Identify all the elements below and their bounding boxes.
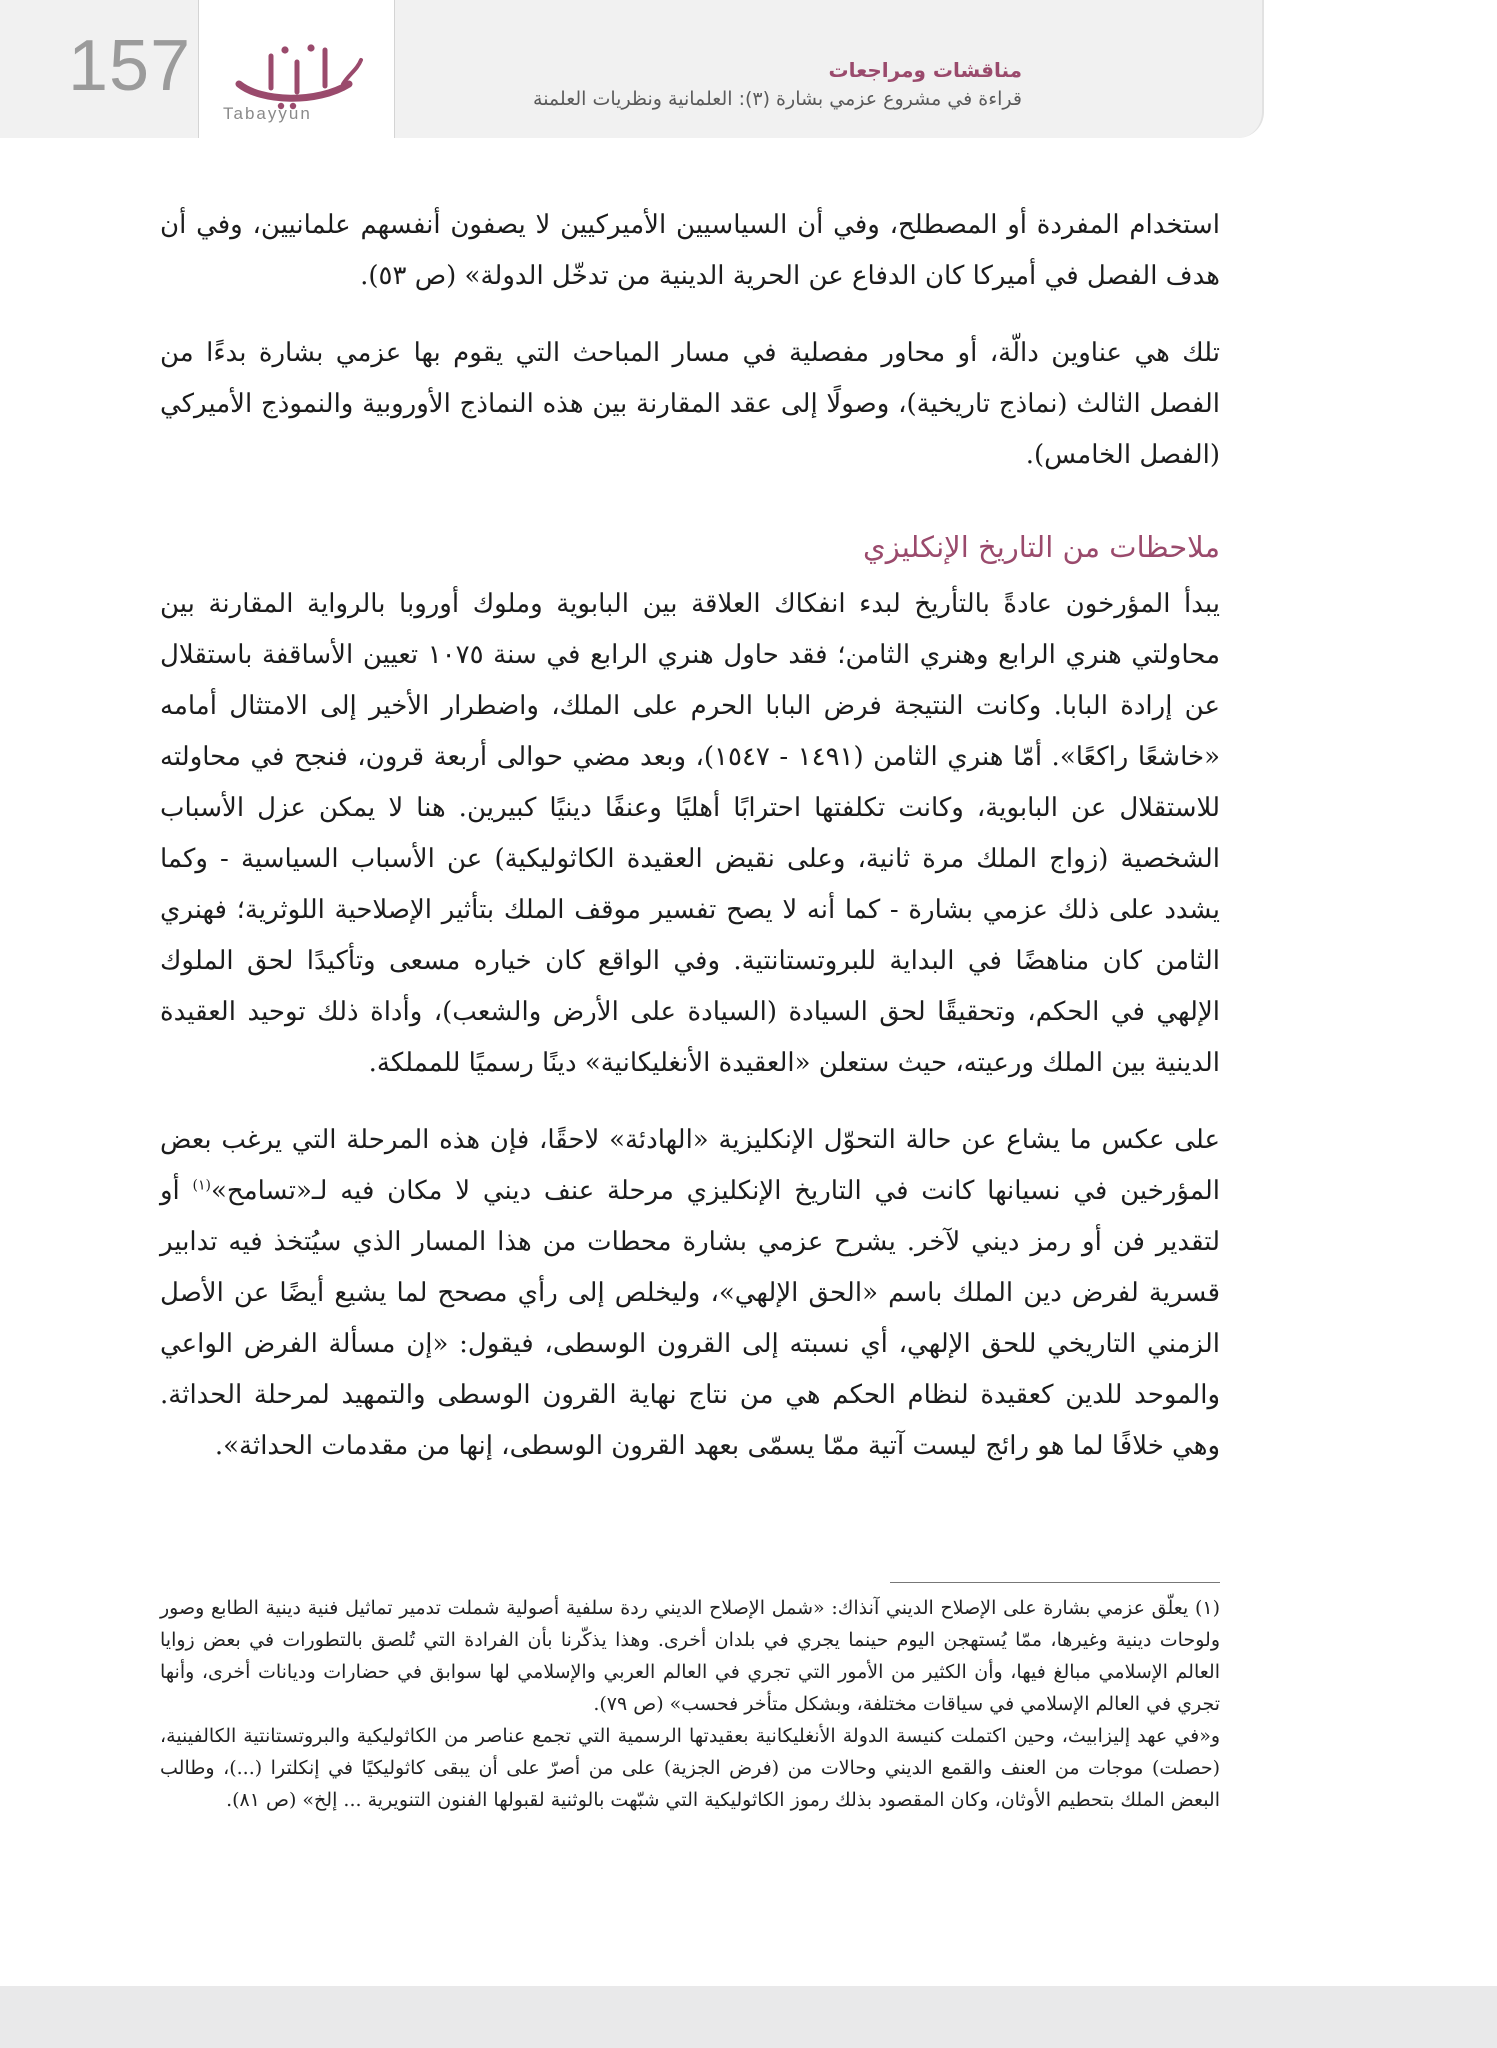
paragraph-3: يبدأ المؤرخون عادةً بالتأريخ لبدء انفكاك العلاقة بين البابوية وملوك أوروبا بالرواية المقارنة بين محاولتي هنري الرابع وهنري الثامن؛ فقد حاول هنري الرابع في سنة ١٠٧٥ تعيين الأساقفة باستقلال عن إرادة البابا. وكانت النتيجة فرض البابا الحرم على الملك، واضطرار الأخير إلى الامتثال أمامه «خاشعًا راكعًا». أمّا هنري الثامن (١٤٩١ - ١٥٤٧)، وبعد مضي حوالى أربعة قرون، فنجح في محاولته للاستقلال عن البابوية، وكانت تكلفتها احترابًا أهليًا وعنفًا دينيًا كبيرين. هنا لا يمكن عزل الأسباب الشخصية (زواج الملك مرة ثانية، وعلى نقيض العقيدة الكاثوليكية) عن الأسباب السياسية - وكما يشدد على ذلك عزمي بشارة - كما أنه لا يصح تفسير موقف الملك بتأثير الإصلاحية اللوثرية؛ فهنري الثامن كان مناهضًا في البداية للبروتستانتية. وفي الواقع كان خياره مسعى وتأكيدًا لحق الملوك الإلهي في الحكم، وتحقيقًا لحق السيادة (السيادة على الأرض والشعب)، وأداة ذلك توحيد العقيدة الدينية بين الملك ورعيته، حيث ستعلن «العقيدة الأنغليكانية» دينًا رسميًا للمملكة. — [160, 589, 1220, 1078]
tabayyun-logo-mark-icon — [221, 40, 371, 110]
footnote-1-continued: و«في عهد إليزابيث، وحين اكتملت كنيسة الدولة الأنغليكانية بعقيدتها الرسمية التي تجمع عناصر من الكاثوليكية والبروتستانتية الكالفينية، (حصلت) موجات من العنف والقمع الديني وحالات من (فرض الجزية) على من أصرّ على أن يبقى كاثوليكيًا في إنكلترا (...)، وطالب البعض الملك بتحطيم الأوثان، وكان المقصود بذلك رموز الكاثوليكية التي شبّهت بالوثنية لقبولها الفنون التنويرية ... إلخ» (ص ٨١). — [160, 1725, 1220, 1811]
running-title: قراءة في مشروع عزمي بشارة (٣): العلمانية ونظريات العلمنة — [533, 88, 1022, 110]
section-label: مناقشات ومراجعات — [828, 58, 1022, 82]
section-heading: ملاحظات من التاريخ الإنكليزي — [863, 530, 1220, 564]
paragraph-4-text-b: أو لتقدير فن أو رمز ديني لآخر. يشرح عزمي بشارة محطات من هذا المسار الذي سيُتخذ فيه تدابير قسرية لفرض دين الملك باسم «الحق الإلهي»، وليخلص إلى رأي مصحح لما يشيع أيضًا عن الأصل الزمني التاريخي للحق الإلهي، أي نسبته إلى القرون الوسطى، فيقول: «إن مسألة الفرض الواعي والموحد للدين كعقيدة لنظام الحكم هي من نتاج نهاية القرون الوسطى والتمهيد لمرحلة الحداثة. وهي خلافًا لما هو رائج ليست آتية ممّا يسمّى بعهد القرون الوسطى، إنها من مقدمات الحداثة». — [160, 1176, 1220, 1461]
paragraph-1: استخدام المفردة أو المصطلح، وفي أن السياسيين الأميركيين لا يصفون أنفسهم علمانيين، وفي أن هدف الفصل في أميركا كان الدفاع عن الحرية الدينية من تدخّل الدولة» (ص ٥٣). — [160, 210, 1220, 291]
logo-latin-text: Tabayyun — [223, 104, 312, 123]
journal-logo — [198, 0, 395, 138]
paragraph-2: تلك هي عناوين دالّة، أو محاور مفصلية في مسار المباحث التي يقوم بها عزمي بشارة بدءًا من الفصل الثالث (نماذج تاريخية)، وصولًا إلى عقد المقارنة بين هذه النماذج الأوروبية والنموذج الأميركي (الفصل الخامس). — [160, 338, 1220, 470]
article-body — [160, 200, 1220, 1498]
footnote-divider — [890, 1582, 1220, 1583]
page-header — [0, 0, 1264, 138]
paragraph-4-text-a: على عكس ما يشاع عن حالة التحوّل الإنكليزية «الهادئة» لاحقًا، فإن هذه المرحلة التي يرغب بعض المؤرخين في نسيانها كانت في التاريخ الإنكليزي مرحلة عنف ديني لا مكان فيه لـ«تسامح» — [160, 1125, 1220, 1206]
footnote-1: (١) يعلّق عزمي بشارة على الإصلاح الديني آنذاك: «شمل الإصلاح الديني ردة سلفية أصولية شملت تدمير تماثيل فنية دينية الطابع وصور ولوحات دينية وغيرها، ممّا يُستهجن اليوم حينما يجري في بلدان أخرى. وهذا يذكّرنا بأن الفرادة التي تُلصق بالتطورات في بعض زوايا العالم الإسلامي مبالغ فيها، وأن الكثير من الأمور التي تجري في العالم العربي والإسلامي لها سوابق في حضارات وديانات أخرى، وأنها تجري في العالم الإسلامي في سياقات مختلفة، وبشكل متأخر فحسب» (ص ٧٩). — [160, 1597, 1220, 1715]
footnote-reference[interactable]: (١) — [192, 1177, 212, 1194]
footnotes — [160, 1592, 1220, 1816]
page-number: 157 — [68, 26, 192, 106]
paragraph-4 — [160, 1115, 1220, 1472]
page-footer-band — [0, 1986, 1497, 2048]
